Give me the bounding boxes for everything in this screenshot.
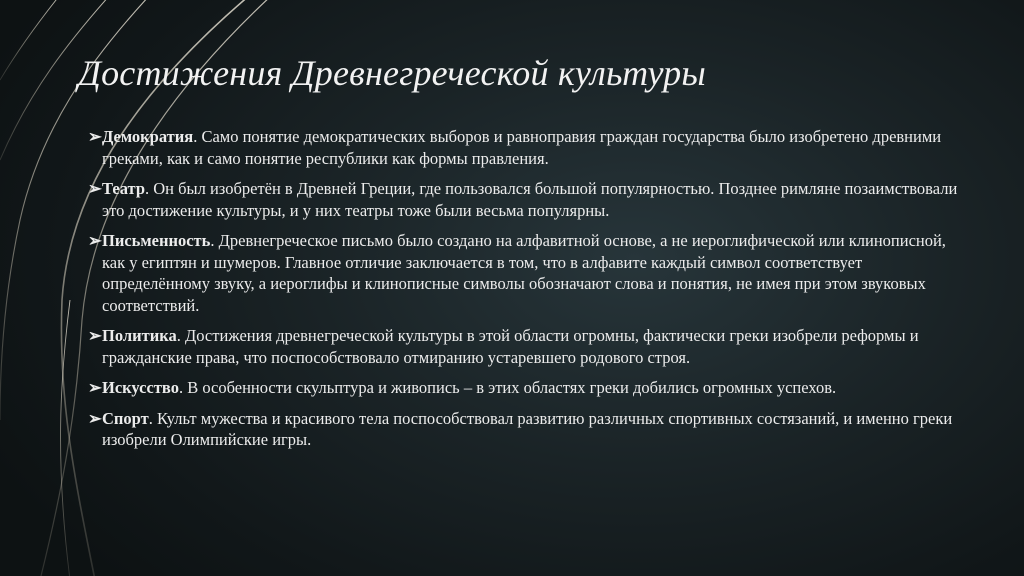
item-term: Искусство: [102, 378, 179, 397]
list-item: [88, 230, 968, 316]
curve-line: [0, 0, 60, 80]
arrow-bullet-icon: ➢: [88, 231, 102, 250]
arrow-bullet-icon: ➢: [88, 408, 102, 428]
arrow-bullet-icon: ➢: [88, 127, 102, 146]
item-term: Политика: [102, 326, 177, 345]
list-item: [88, 377, 968, 399]
item-text: . Он был изобретён в Древней Греции, где пользовался большой популярностью. Позднее римляне позаимствовали это достижение культуры, и у них театры тоже были весьма популярны.: [102, 179, 958, 220]
arrow-bullet-icon: ➢: [88, 326, 102, 345]
curve-line: [61, 300, 70, 576]
slide-title: Достижения Древнегреческой культуры: [78, 53, 706, 93]
item-term: Демократия: [102, 127, 194, 146]
item-term: Театр: [102, 179, 146, 198]
item-text: . В особенности скульптура и живопись – в этих областях греки добились огромных успехов.: [178, 378, 837, 397]
item-text: . Само понятие демократических выборов и равноправия граждан государства было изобретено древними греками, как и само понятие республики как формы правления.: [102, 127, 942, 168]
item-text: . Достижения древнегреческой культуры в этой области огромны, фактически греки изобрели реформы и гражданские права, что поспособствовало отмиранию устаревшего родового строя.: [102, 326, 919, 367]
list-item: [88, 178, 968, 221]
item-text: . Древнегреческое письмо было создано на алфавитной основе, а не иероглифической или клинописной, как у египтян и шумеров. Главное отличие заключается в том, что в алфавите каждый символ соответствует определённому звуку, а иероглифы и клинописные символы обозначают слова и понятия, не имея при этом звуковых соответствий.: [102, 231, 946, 315]
arrow-bullet-icon: ➢: [88, 179, 102, 198]
list-item: [88, 325, 968, 368]
list-item: [88, 408, 968, 451]
achievements-list: [88, 126, 968, 460]
list-item: [88, 126, 968, 169]
item-term: Спорт: [102, 408, 149, 428]
item-term: Письменность: [102, 231, 211, 250]
item-text: . Культ мужества и красивого тела поспособствовал развитию различных спортивных состязаний, и именно греки изобрели Олимпийские игры.: [102, 408, 953, 449]
arrow-bullet-icon: ➢: [88, 378, 102, 397]
